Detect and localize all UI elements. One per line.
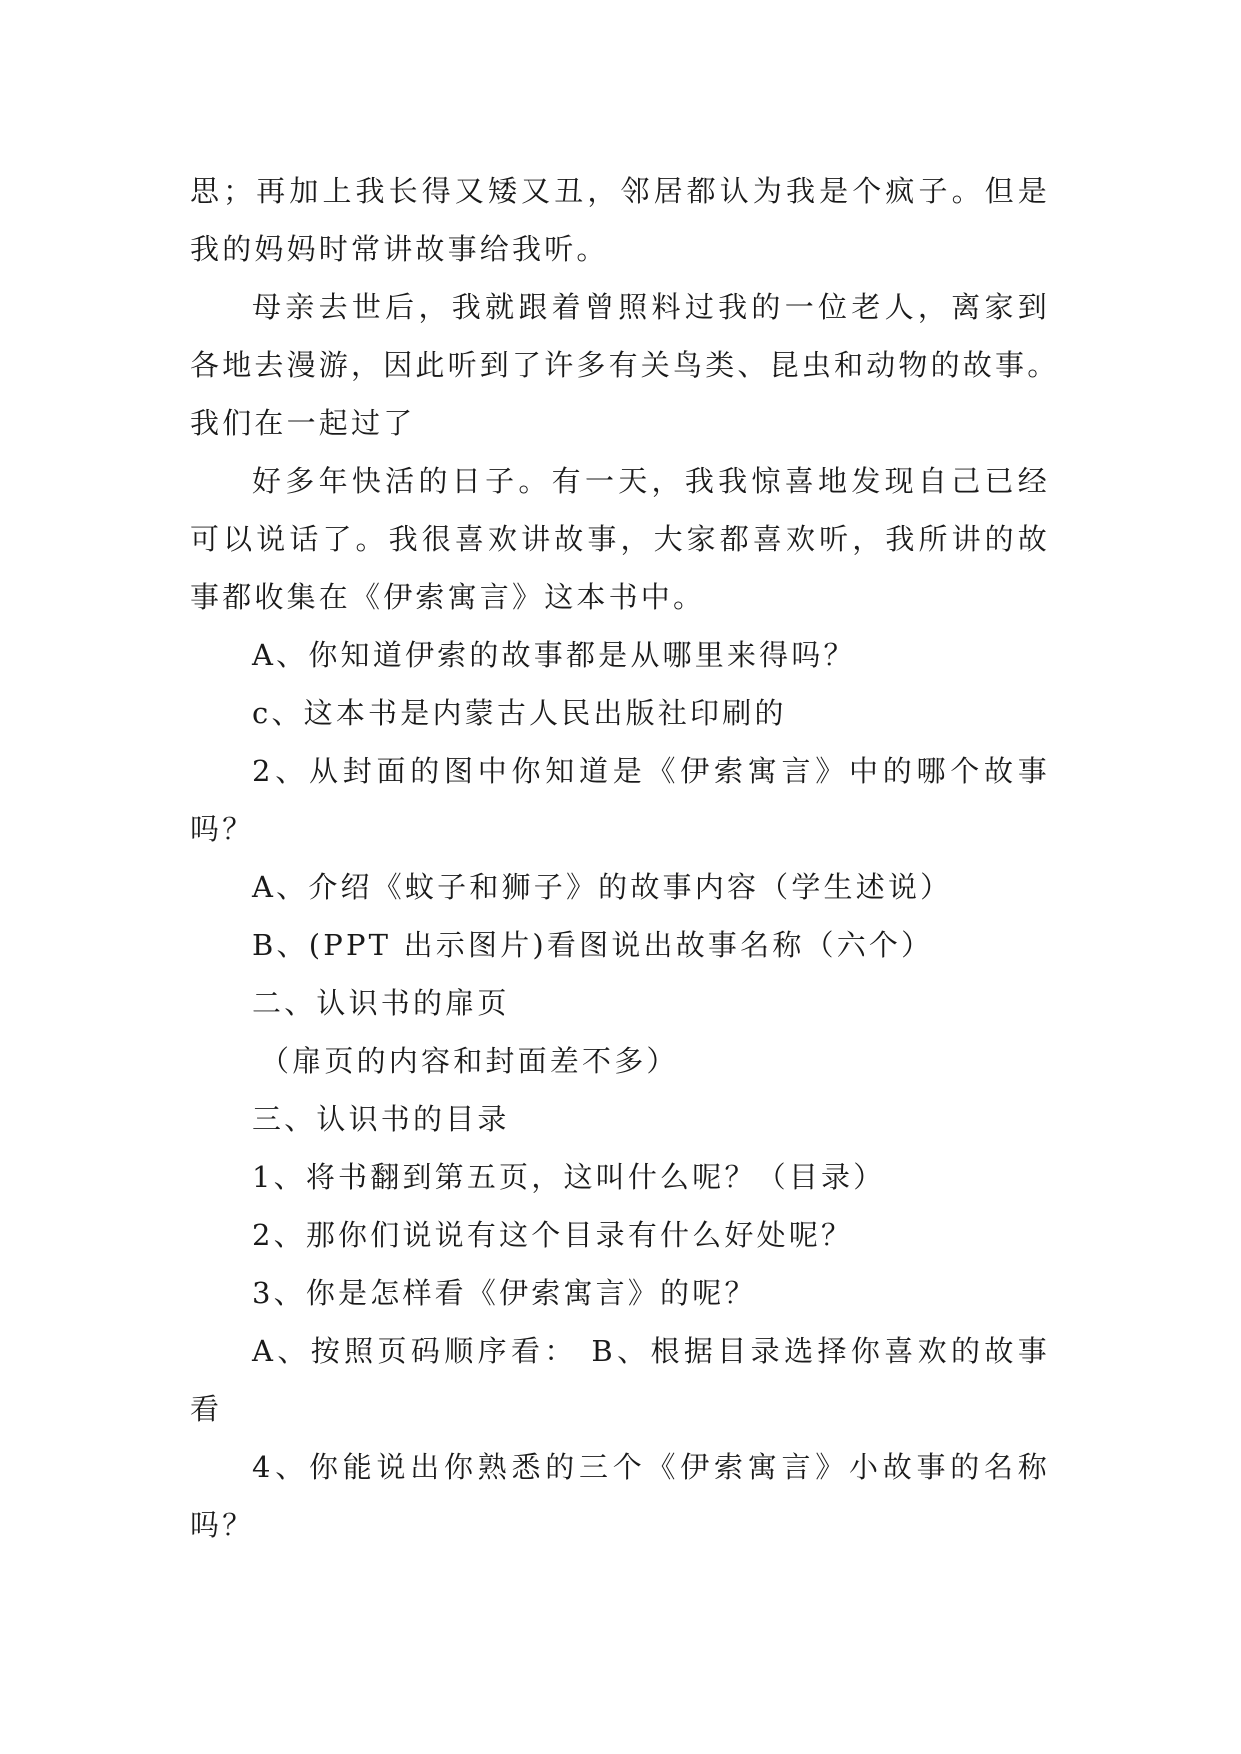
- text-line: 吗？: [190, 812, 255, 846]
- paragraph-7: [190, 858, 1050, 916]
- text-line: B、(PPT 出示图片)看图说出故事名称（六个）: [252, 928, 934, 962]
- text-line: 我们在一起过了: [190, 406, 416, 440]
- paragraph-1: [190, 162, 1050, 278]
- text-line: 看: [190, 1392, 223, 1426]
- text-line: （扉页的内容和封面差不多）: [260, 1044, 679, 1078]
- paragraph-8: [190, 916, 1050, 974]
- paragraph-15: [190, 1322, 1050, 1438]
- text-line: 4、你能说出你熟悉的三个《伊索寓言》小故事的名称: [252, 1450, 1050, 1484]
- text-line: 思；再加上我长得又矮又丑，邻居都认为我是个疯子。但是: [190, 174, 1050, 208]
- paragraph-2: [190, 278, 1060, 452]
- heading-table-of-contents: [190, 1090, 1050, 1148]
- paragraph-12: [190, 1148, 1050, 1206]
- text-line: 三、认识书的目录: [252, 1102, 510, 1136]
- paragraph-4: [190, 626, 1050, 684]
- document-body: [190, 162, 1060, 1554]
- text-line: 吗？: [190, 1508, 255, 1542]
- text-line: A、介绍《蚊子和狮子》的故事内容（学生述说）: [252, 870, 953, 904]
- text-line: 好多年快活的日子。有一天，我我惊喜地发现自己已经: [252, 464, 1050, 498]
- text-line: 3、你是怎样看《伊索寓言》的呢？: [252, 1276, 757, 1310]
- paragraph-14: [190, 1264, 1050, 1322]
- text-line: 可以说话了。我很喜欢讲故事，大家都喜欢听，我所讲的故: [190, 522, 1050, 556]
- text-line: 1、将书翻到第五页，这叫什么呢？（目录）: [252, 1160, 886, 1194]
- text-line: A、你知道伊索的故事都是从哪里来得吗？: [252, 638, 856, 672]
- heading-title-page: [190, 974, 1050, 1032]
- text-line: 事都收集在《伊索寓言》这本书中。: [190, 580, 706, 614]
- text-line: 母亲去世后，我就跟着曾照料过我的一位老人，离家到: [252, 290, 1050, 324]
- paragraph-16: [190, 1438, 1050, 1554]
- text-line: 我的妈妈时常讲故事给我听。: [190, 232, 609, 266]
- paragraph-6: [190, 742, 1050, 858]
- text-line: 2、那你们说说有这个目录有什么好处呢？: [252, 1218, 854, 1252]
- text-line: A、按照页码顺序看： B、根据目录选择你喜欢的故事: [252, 1334, 1050, 1368]
- paragraph-13: [190, 1206, 1050, 1264]
- paragraph-5: [190, 684, 1050, 742]
- paragraph-3: [190, 452, 1050, 626]
- text-line: c、这本书是内蒙古人民出版社印刷的: [252, 696, 787, 730]
- text-line: 二、认识书的扉页: [252, 986, 510, 1020]
- text-line: 2、从封面的图中你知道是《伊索寓言》中的哪个故事: [252, 754, 1050, 788]
- paragraph-10: [190, 1032, 1050, 1090]
- text-line: 各地去漫游，因此听到了许多有关鸟类、昆虫和动物的故事。: [190, 348, 1060, 382]
